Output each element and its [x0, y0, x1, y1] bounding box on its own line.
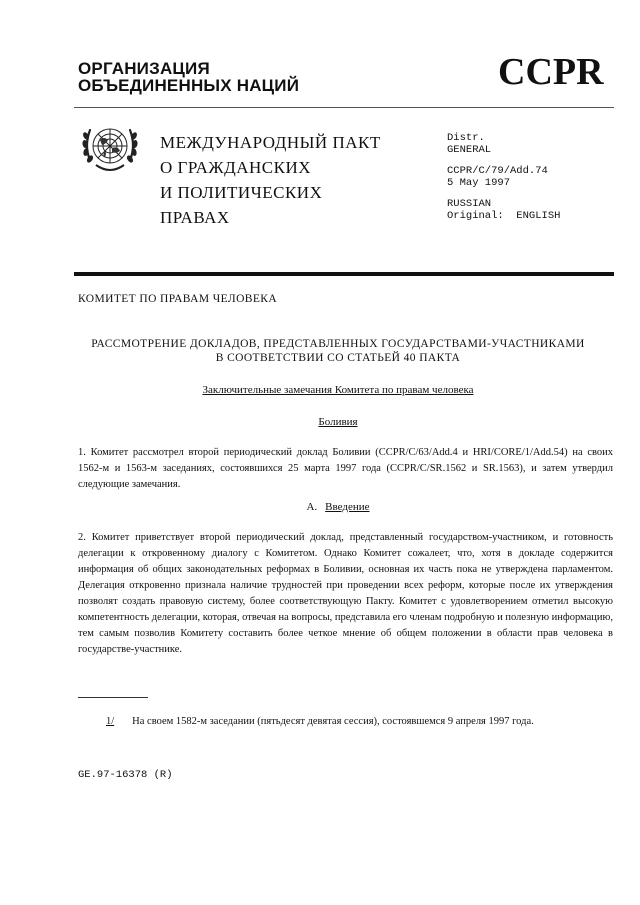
- covenant-title-line-4: ПРАВАХ: [160, 208, 230, 227]
- footnote-mark: 1/: [106, 716, 115, 727]
- document-date: 5 May 1997: [447, 177, 511, 189]
- org-line-1: ОРГАНИЗАЦИЯ: [78, 59, 210, 78]
- un-emblem-icon: [78, 118, 142, 178]
- distribution-label: Distr.: [447, 132, 485, 144]
- agenda-subject-line-2: В СООТВЕТСТВИИ СО СТАТЬЕЙ 40 ПАКТА: [215, 352, 461, 364]
- header-divider: [74, 107, 614, 108]
- footnote: [78, 714, 598, 730]
- organization-name: [78, 60, 299, 94]
- observations-title: Заключительные замечания Комитета по правам человека: [202, 384, 474, 396]
- document-symbol: CCPR/C/79/Add.74: [447, 165, 548, 177]
- paragraph-2: [78, 530, 613, 658]
- section-letter: А.: [306, 501, 318, 513]
- original-language: Original: ENGLISH: [447, 210, 561, 222]
- agenda-subject: [78, 337, 598, 365]
- paragraph-2-text: 2. Комитет приветствует второй периодический доклад, представленный государством-участником, и готовность делегации к откровенному диалогу с Комитетом. Однако Комитет сожалеет, что, хотя в докладе содержится информация об общих законодательных реформах в Боливии, основная их часть пока не утверждена парламентом. Делегация откровенно признала наличие трудностей при проведении всех реформ, которые после их утверждения позволят создать правовую систему, более соответствующую Пакту. Комитет с удовлетворением отметил высокую компетентность делегации, которая, отвечая на вопросы, представила его членам подробную и полезную информацию, тем самым позволив Комитету составить более четкое мнение об общем положении в области прав человека в государстве-участнике.: [78, 532, 614, 655]
- paragraph-1-text: 1. Комитет рассмотрел второй периодический доклад Боливии (CCPR/C/63/Add.4 и HRI/CORE/1/Add.54) на своих 1562-м и 1563-м заседаниях, состоявшихся 25 марта 1997 года (CCPR/C/SR.1562 и SR.1563), и затем утвердил следующие замечания.: [78, 447, 613, 490]
- covenant-title-line-3: И ПОЛИТИЧЕСКИХ: [160, 183, 323, 202]
- country-heading: Боливия: [318, 416, 358, 428]
- covenant-title-line-2: О ГРАЖДАНСКИХ: [160, 158, 312, 177]
- title-divider: [74, 272, 614, 276]
- covenant-title-line-1: МЕЖДУНАРОДНЫЙ ПАКТ: [160, 133, 381, 152]
- footnote-separator: [78, 697, 148, 698]
- section-heading: [78, 501, 598, 513]
- org-line-2: ОБЪЕДИНЕННЫХ НАЦИЙ: [78, 76, 300, 95]
- document-language: RUSSIAN: [447, 198, 492, 210]
- document-metadata: [447, 132, 560, 222]
- paragraph-1: [78, 445, 613, 493]
- committee-name: КОМИТЕТ ПО ПРАВАМ ЧЕЛОВЕКА: [78, 293, 278, 305]
- agenda-subject-line-1: РАССМОТРЕНИЕ ДОКЛАДОВ, ПРЕДСТАВЛЕННЫХ ГОСУДАРСТВАМИ-УЧАСТНИКАМИ: [91, 338, 585, 350]
- footnote-text: На своем 1582-м заседании (пятьдесят девятая сессия), состоявшемся 9 апреля 1997 года.: [132, 716, 534, 727]
- covenant-title: [160, 130, 381, 230]
- distribution-value: GENERAL: [447, 144, 492, 156]
- job-number: GE.97-16378 (R): [78, 769, 173, 781]
- document-series-symbol: CCPR: [498, 51, 604, 93]
- section-title: Введение: [325, 501, 370, 513]
